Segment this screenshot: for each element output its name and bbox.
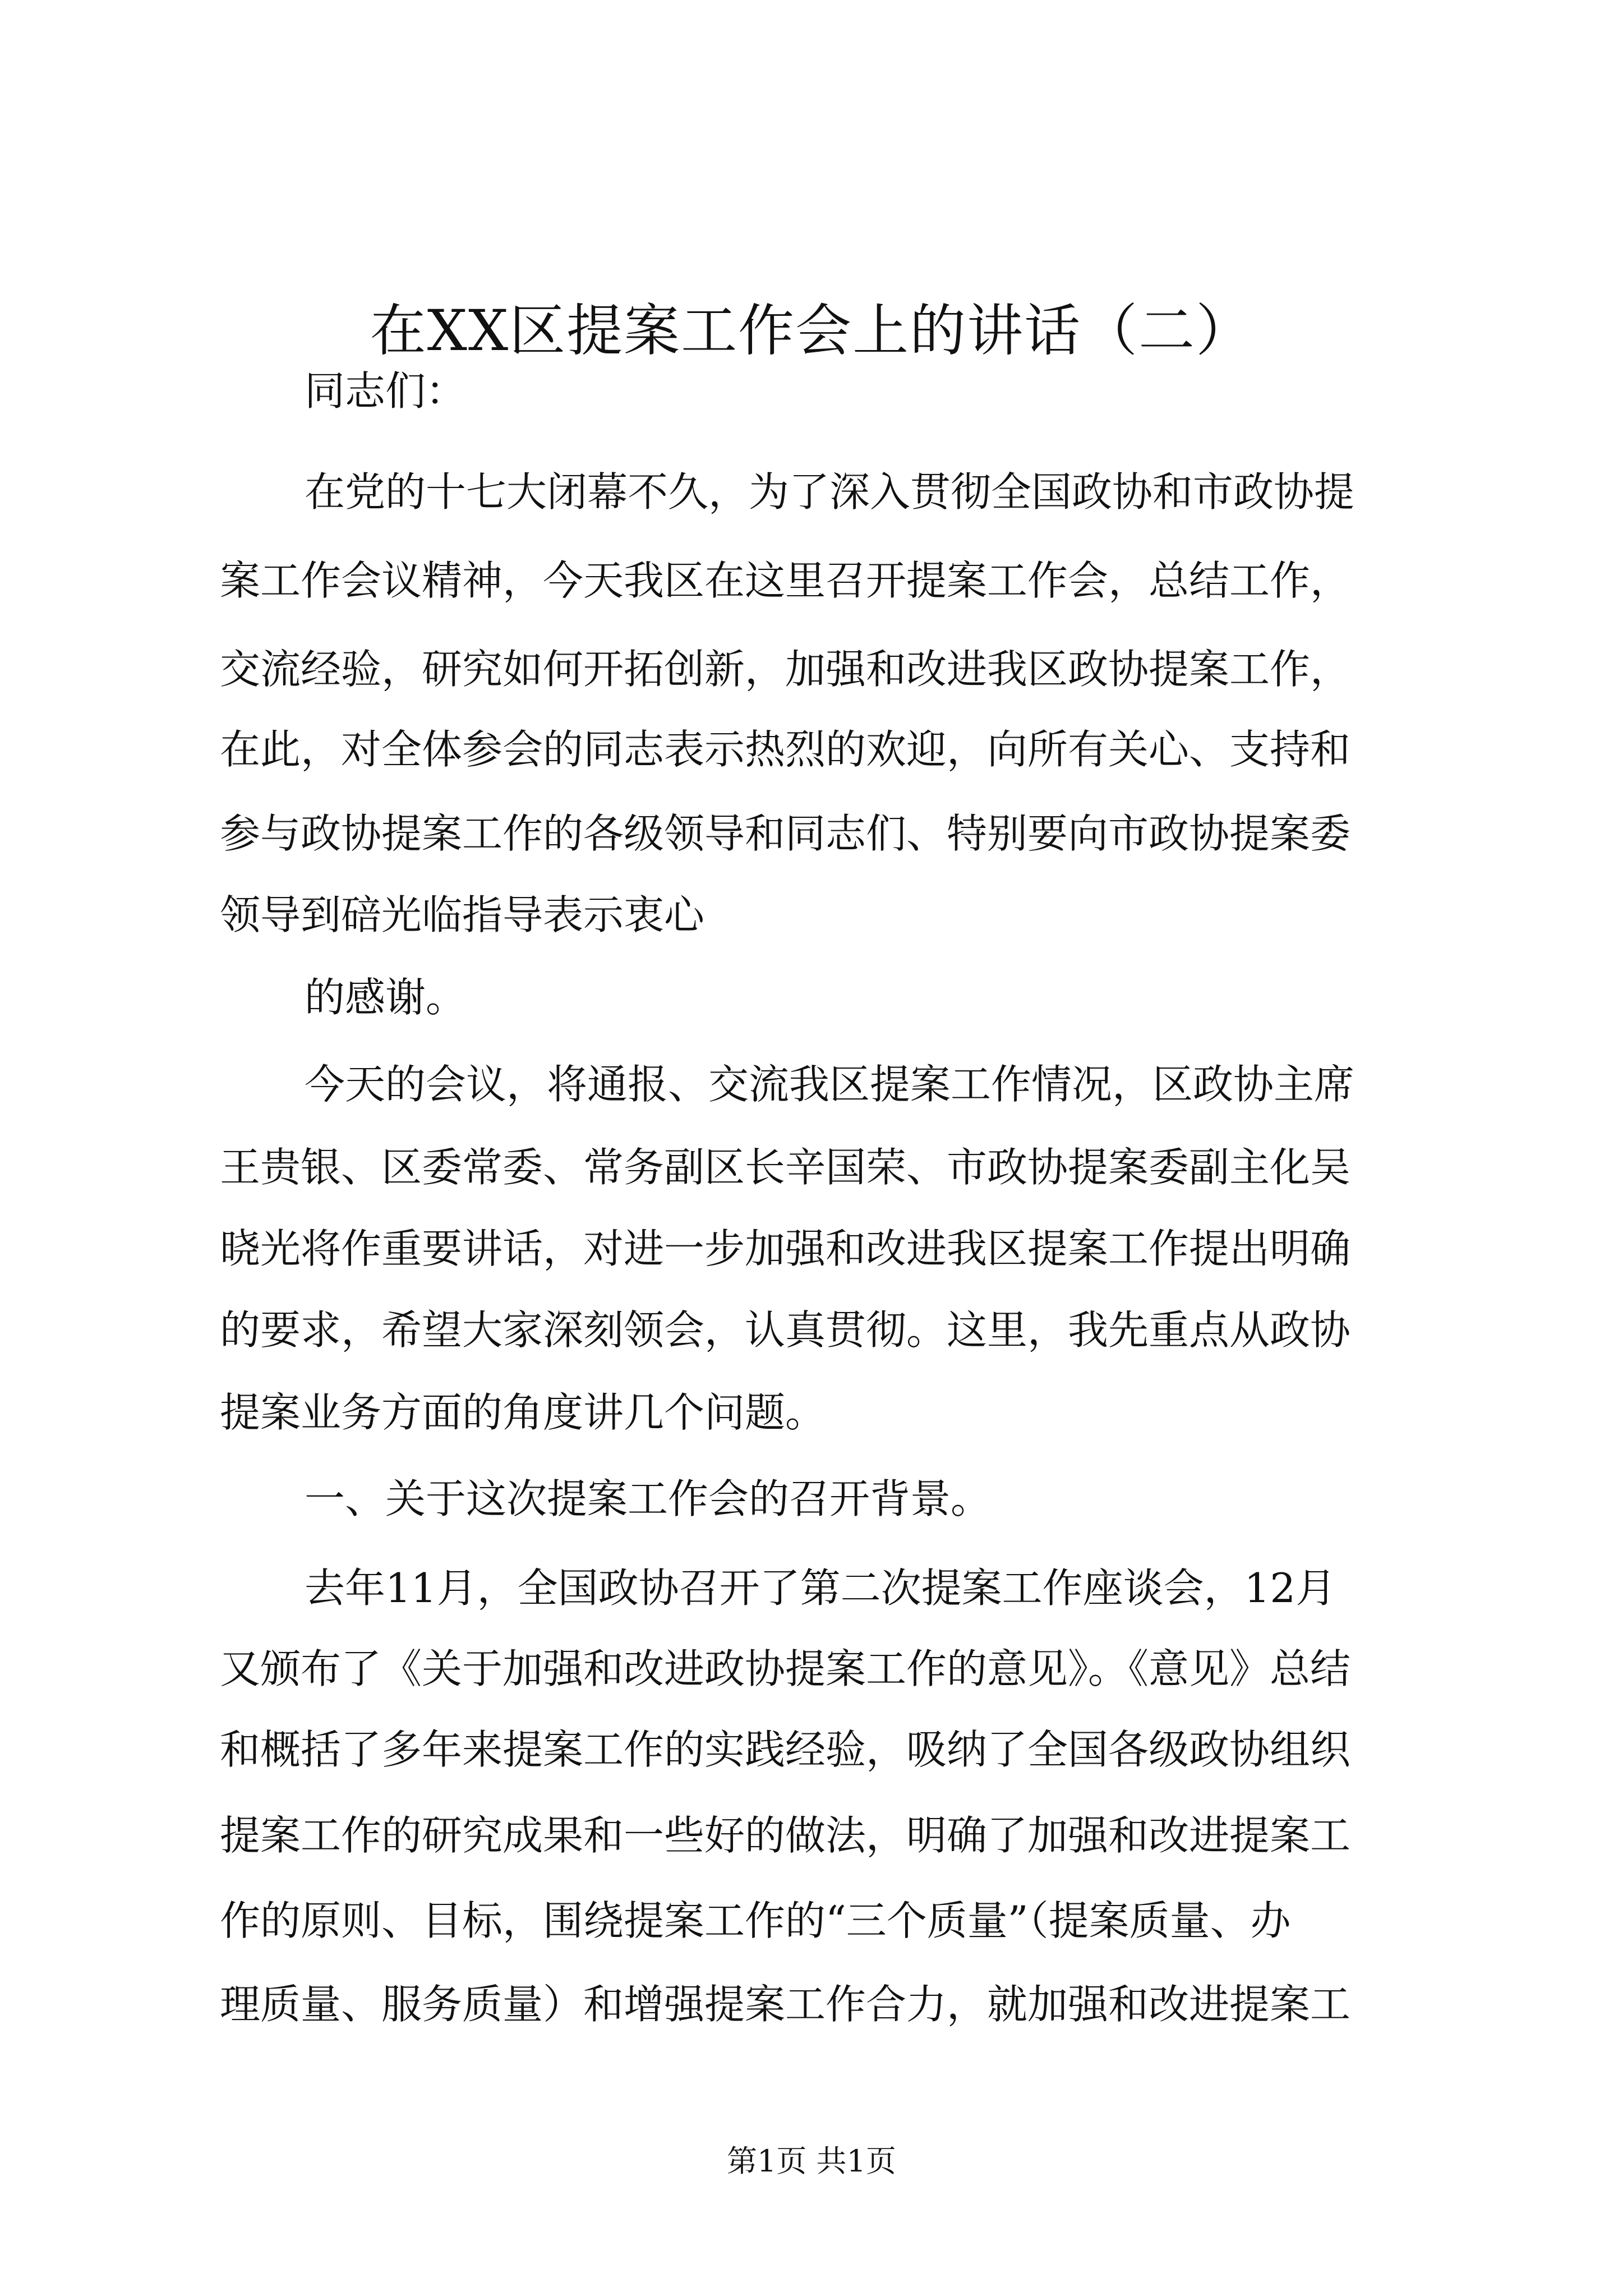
- document-title: 在XX区提案工作会上的讲话（二）: [370, 298, 1253, 364]
- text-line: 交流经验，研究如何开拓创新，加强和改进我区政协提案工作，: [220, 646, 1351, 693]
- text-line: 提案工作的研究成果和一些好的做法，明确了加强和改进提案工: [220, 1812, 1351, 1859]
- text-line: 参与政协提案工作的各级领导和同志们、特别要向市政协提案委: [220, 810, 1351, 857]
- text-line: 一、关于这次提案工作会的召开背景。: [305, 1475, 992, 1522]
- text-line: 去年11月，全国政协召开了第二次提案工作座谈会，12月: [305, 1565, 1336, 1612]
- text-line: 作的原则、目标，围绕提案工作的“三个质量”（提案质量、办: [220, 1897, 1291, 1944]
- text-line: 的感谢。: [305, 974, 467, 1021]
- text-line: 晓光将作重要讲话，对进一步加强和改进我区提案工作提出明确: [220, 1225, 1351, 1272]
- text-line: 在此，对全体参会的同志表示热烈的欢迎，向所有关心、支持和: [220, 726, 1351, 773]
- text-line: 提案业务方面的角度讲几个问题。: [220, 1389, 826, 1436]
- page-footer: 第1页 共1页: [727, 2143, 896, 2179]
- text-line: 在党的十七大闭幕不久，为了深入贯彻全国政协和市政协提: [305, 468, 1355, 516]
- text-line: 案工作会议精神，今天我区在这里召开提案工作会，总结工作，: [220, 557, 1351, 604]
- text-line: 王贵银、区委常委、常务副区长辛国荣、市政协提案委副主化吴: [220, 1144, 1351, 1191]
- text-line: 和概括了多年来提案工作的实践经验，吸纳了全国各级政协组织: [220, 1726, 1351, 1773]
- text-line: 今天的会议，将通报、交流我区提案工作情况，区政协主席: [305, 1061, 1355, 1108]
- text-line: 同志们：: [305, 367, 467, 415]
- text-line: 又颁布了《关于加强和改进政协提案工作的意见》。《意见》总结: [220, 1645, 1351, 1692]
- text-line: 的要求，希望大家深刻领会，认真贯彻。这里，我先重点从政协: [220, 1306, 1351, 1354]
- text-line: 理质量、服务质量）和增强提案工作合力，就加强和改进提案工: [220, 1981, 1351, 2028]
- text-line: 领导到碚光临指导表示衷心: [220, 891, 705, 938]
